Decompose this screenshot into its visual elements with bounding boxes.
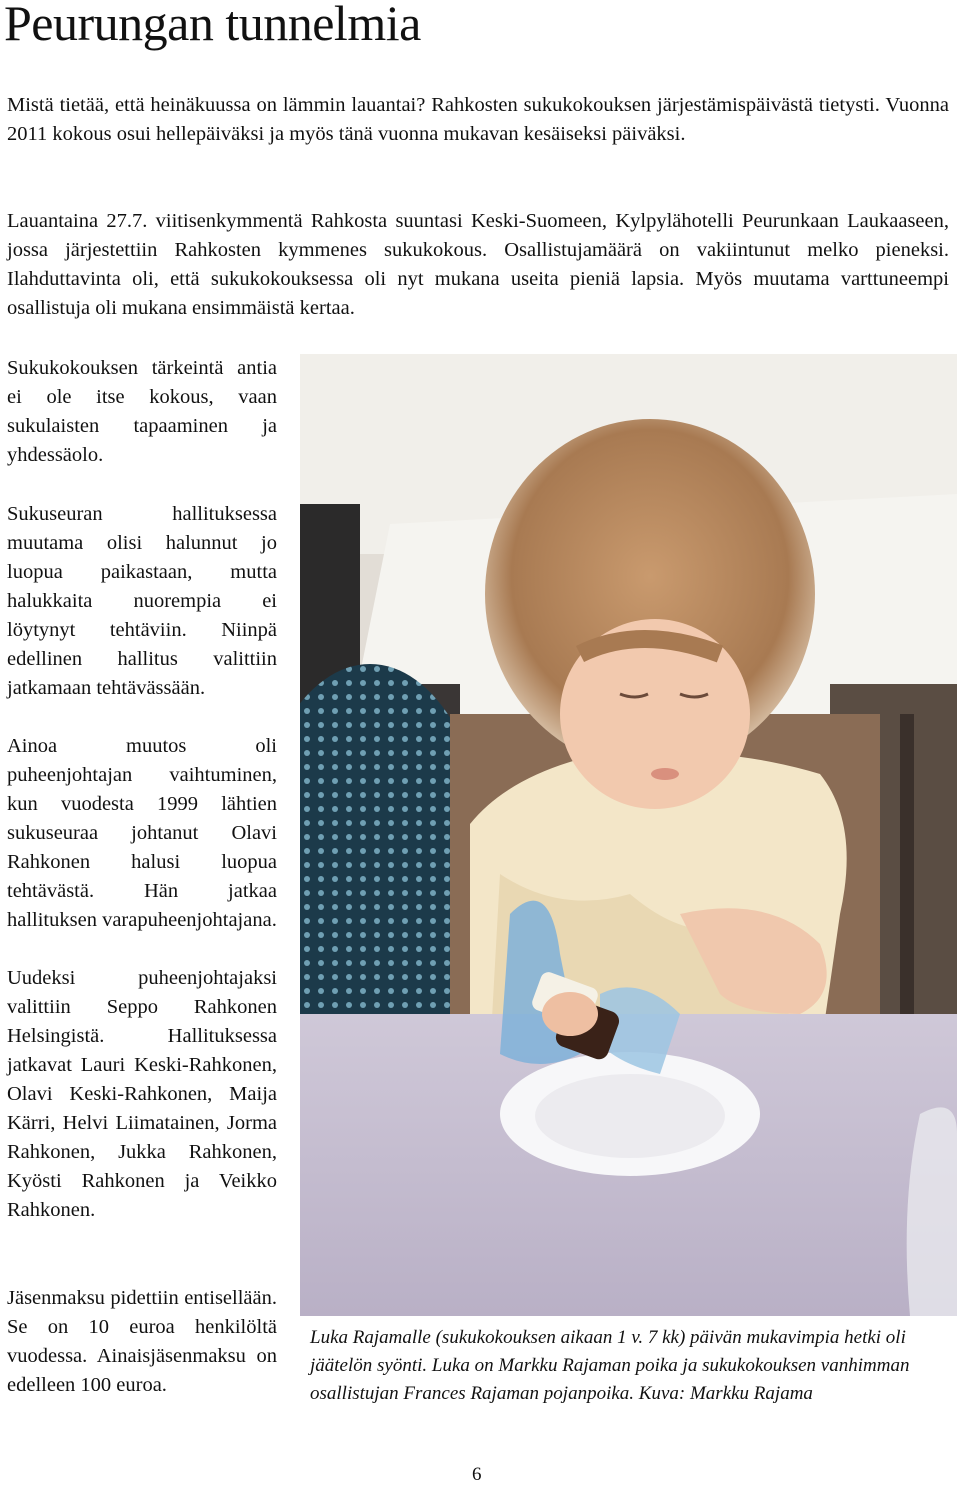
column-paragraph-3: Ainoa muutos oli puheenjohtajan vaihtuminen, kun vuodesta 1999 lähtien sukuseuraa johtanut Olavi Rahkonen halusi luopua tehtävästä. Hän jatkaa hallituksen varapuheenjohtajana. xyxy=(7,735,277,931)
article-title: Peurungan tunnelmia xyxy=(4,0,421,51)
column-paragraph-2: Sukuseuran hallituksessa muutama olisi halunnut jo luopua paikastaan, mutta halukkaita nuorempia ei löytynyt tehtäviin. Niinpä edellinen hallitus valittiin jatkamaan tehtävässään. xyxy=(7,503,277,699)
page-number: 6 xyxy=(472,1464,482,1485)
child-eating-ice-cream-photo xyxy=(300,354,957,1316)
column-paragraph-5: Jäsenmaksu pidettiin entisellään. Se on 10 euroa henkilöltä vuodessa. Ainaisjäsenmaksu on edelleen 100 euroa. xyxy=(7,1287,277,1396)
column-paragraph-1: Sukukokouksen tärkeintä antia ei ole itse kokous, vaan sukulaisten tapaaminen ja yhdessäolo. xyxy=(7,357,277,466)
column-paragraph-4: Uudeksi puheenjohtajaksi valittiin Seppo Rahkonen Helsingistä. Hallituksessa jatkavat Lauri Keski-Rahkonen, Olavi Keski-Rahkonen, Maija Kärri, Helvi Liimatainen, Jorma Rahkonen, Jukka Rahkonen, Kyösti Rahkonen ja Veikko Rahkonen. xyxy=(7,967,277,1221)
intro-paragraph-2: Lauantaina 27.7. viitisenkymmentä Rahkosta suuntasi Keski-Suomeen, Kylpylähotelli Peurunkaan Laukaaseen, jossa järjestettiin Rahkosten kymmenes sukukokous. Osallistujamäärä on vakiintunut melko pieneksi. Ilahduttavinta oli, että sukukokouksessa oli nyt mukana useita pieniä lapsia. Myös muutama varttuneempi osallistuja oli mukana ensimmäistä kertaa. xyxy=(7,210,949,319)
photo-caption: Luka Rajamalle (sukukokouksen aikaan 1 v. 7 kk) päivän mukavimpia hetki oli jäätelön syönti. Luka on Markku Rajaman poika ja sukukokouksen vanhimman osallistujan Frances Rajaman pojanpoika. Kuva: Markku Rajama xyxy=(310,1327,910,1404)
intro-paragraph-1: Mistä tietää, että heinäkuussa on lämmin lauantai? Rahkosten sukukokouksen järjestämispäivästä tietysti. Vuonna 2011 kokous osui hellepäiväksi ja myös tänä vuonna mukavan kesäiseksi päiväksi. xyxy=(7,94,949,145)
